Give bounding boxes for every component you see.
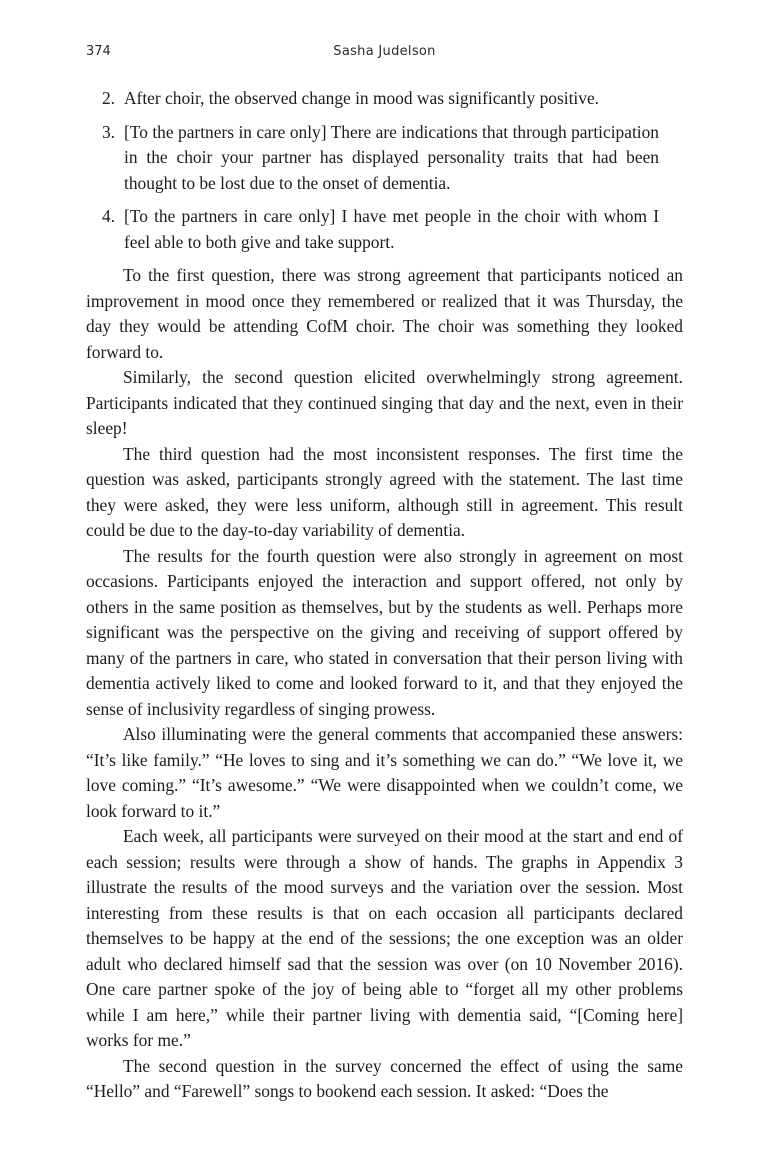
question-list bbox=[86, 86, 683, 255]
running-head: Sasha Judelson bbox=[333, 44, 436, 59]
paragraph: Similarly, the second question elicited overwhelmingly strong agreement. Participants indicated that they continued singing that day and the next, even in their sleep! bbox=[86, 367, 683, 438]
page-header bbox=[86, 44, 683, 66]
question-number: 3. bbox=[101, 121, 115, 142]
question-number: 4. bbox=[101, 206, 115, 226]
question-item bbox=[86, 204, 683, 255]
paragraph: The results for the fourth question were also strongly in agreement on most occasions. Participants enjoyed the interaction and support offered, not only by others in the same position as themselves, but by the students as well. Perhaps more significant was the perspective on the giving and receiving of support offered by many of the partners in care, who stated in conversation that their person living with dementia actively liked to come and looked forward to it, and that they enjoyed the sense of inclusivity regardless of singing prowess. bbox=[86, 545, 683, 719]
page-number: 374 bbox=[86, 44, 111, 59]
paragraph: The third question had the most inconsistent responses. The first time the question was asked, participants strongly agreed with the statement. The last time they were asked, they were less uniform, although still in agreement. This result could be due to the day-to-day variability of dementia. bbox=[86, 443, 683, 540]
question-text: [To the partners in care only] There are indications that through participation in the choir your partner has displayed personality traits that had been thought to be lost due to the onset of dementia. bbox=[124, 121, 659, 193]
paragraph: The second question in the survey concerned the effect of using the same “Hello” and “Farewell” songs to bookend each session. It asked: “Does the bbox=[86, 1055, 683, 1101]
paragraph: Each week, all participants were surveyed on their mood at the start and end of each session; results were through a show of hands. The graphs in Appendix 3 illustrate the results of the mood surveys and the variation over the session. Most interesting from these results is that on each occasion all participants declared themselves to be happy at the end of the sessions; the one exception was an older adult who declared himself sad that the session was over (on 10 November 2016). One care partner spoke of the joy of being able to “forget all my other problems while I am here,” while their partner living with dementia said, “[Coming here] works for me.” bbox=[86, 826, 683, 1050]
question-text: After choir, the observed change in mood was significantly positive. bbox=[124, 88, 600, 108]
question-text: [To the partners in care only] I have met people in the choir with whom I feel able to both give and take support. bbox=[124, 206, 659, 252]
paragraph: To the first question, there was strong agreement that participants noticed an improvement in mood once they remembered or realized that it was Thursday, the day they would be attending CofM choir. The choir was something they looked forward to. bbox=[86, 265, 683, 362]
paragraph: Also illuminating were the general comments that accompanied these answers: “It’s like family.” “He loves to sing and it’s something we can do.” “We love it, we love coming.” “It’s awesome.” “We were disappointed when we couldn’t come, we look forward to it.” bbox=[86, 724, 683, 821]
question-number: 2. bbox=[101, 88, 115, 108]
body-text bbox=[86, 86, 683, 1105]
question-item bbox=[86, 120, 683, 197]
question-item bbox=[86, 86, 683, 112]
